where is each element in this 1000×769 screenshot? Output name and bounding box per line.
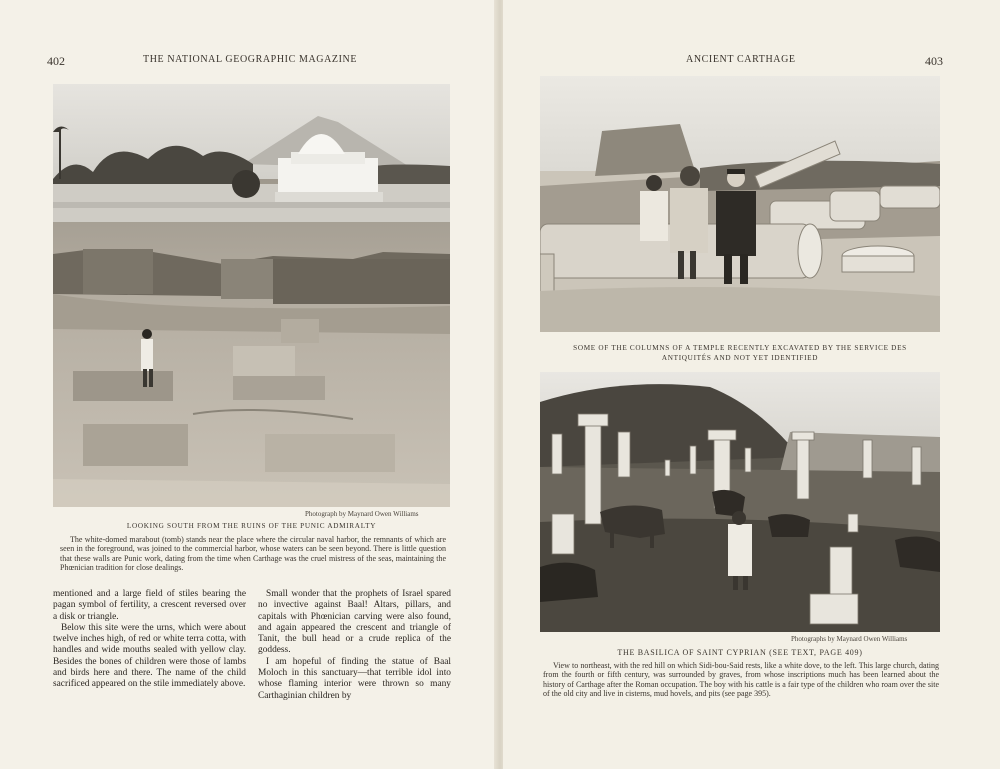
column2-paragraph2: I am hopeful of finding the statue of Baal Moloch in this sanctuary—that terrible idol into whose flaming interior were thrown so many Carthaginian children by bbox=[258, 656, 451, 701]
column2-paragraph1: Small wonder that the prophets of Israel spared no invective against Baal! Altars, pillars, and capitals with Phœnician carving were also found, and again appeared the crescent and triangle of Tanit, the bull head or a crude replica of the goddess. bbox=[258, 589, 451, 656]
page-number-right: 403 bbox=[925, 54, 943, 68]
photo-punic-admiralty bbox=[53, 84, 450, 507]
page-number-left: 402 bbox=[47, 54, 65, 68]
caption-temple-line2: ANTIQUITÉS AND NOT YET IDENTIFIED bbox=[661, 354, 819, 362]
photo-temple-columns-image bbox=[540, 76, 940, 332]
photo-basilica-saint-cyprian bbox=[540, 372, 940, 632]
photo-credit-right: Photographs by Maynard Owen Williams bbox=[791, 635, 908, 643]
text-column-1 bbox=[53, 589, 246, 691]
right-page bbox=[503, 0, 1000, 769]
caption-body-basilica bbox=[543, 661, 939, 698]
running-head-left: THE NATIONAL GEOGRAPHIC MAGAZINE bbox=[143, 54, 358, 65]
photo-basilica-image bbox=[540, 372, 940, 632]
text-column-2 bbox=[258, 589, 451, 702]
column1-paragraph2: Below this site were the urns, which were about twelve inches high, of red or white terra cotta, with handles and wide mouths sealed with yellow clay. Besides the bones of children were those of lambs and birds here and there. The name of the child sacrificed appeared on the stile immediately above. bbox=[53, 622, 246, 690]
left-page bbox=[0, 0, 497, 769]
running-head-right: ANCIENT CARTHAGE bbox=[686, 54, 796, 65]
photo-punic-admiralty-image bbox=[53, 84, 450, 507]
caption-temple-line1: SOME OF THE COLUMNS OF A TEMPLE RECENTLY EXCAVATED BY THE SERVICE DES bbox=[573, 344, 907, 352]
photo-temple-columns bbox=[540, 76, 940, 332]
photo-credit-left: Photograph by Maynard Owen Williams bbox=[305, 510, 419, 518]
caption-title-left: LOOKING SOUTH FROM THE RUINS OF THE PUNIC ADMIRALTY bbox=[126, 522, 377, 530]
caption-title-basilica: THE BASILICA OF SAINT CYPRIAN (SEE TEXT, PAGE 409) bbox=[617, 648, 863, 657]
caption-body-left bbox=[60, 535, 446, 572]
caption-text-left: The white-domed marabout (tomb) stands near the place where the circular naval harbor, the remnants of which are seen in the foreground, was joined to the commercial harbor, whose waters can be seen beyond. There is little question that these walls are Punic work, dating from the time when Carthage was the cruel mistress of the seas, maintaining the Phœnician tradition for close dealings. bbox=[60, 535, 446, 572]
caption-text-basilica: View to northeast, with the red hill on which Sidi-bou-Said rests, like a white dove, to the left. This large church, dating from the fourth or fifth century, was surrounded by graves, from whose inscriptions much has been learned about the history of Carthage after the Roman occupation. The boy with his cattle is a fair type of the children who roam over the site of the old city and live in cisterns, mud hovels, and pits (see page 395). bbox=[543, 661, 939, 698]
column1-paragraph1: mentioned and a large field of stiles bearing the pagan symbol of fertility, a crescent reversed over a disk or triangle. bbox=[53, 589, 246, 622]
